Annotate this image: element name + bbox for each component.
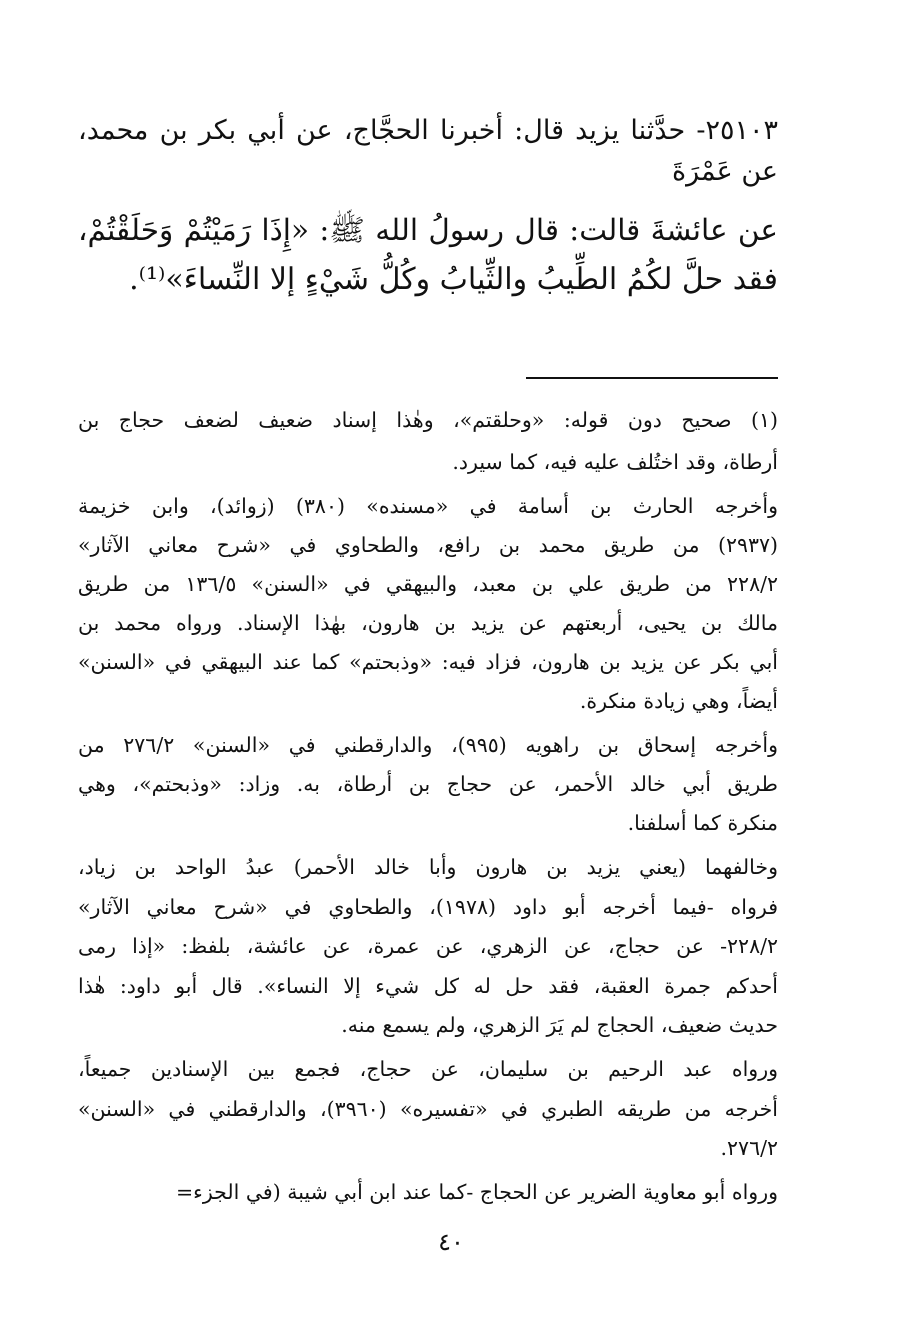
isnad-line-2: عن عَمْرَةَ bbox=[671, 156, 778, 187]
footnote-line: أخرجه من طريقه الطبري في «تفسيره» (٣٩٦٠)، والدارقطني في «السنن» bbox=[78, 1097, 779, 1121]
footnote-line: حديث ضعيف، الحجاج لم يَرَ الزهري، ولم يسمع منه. bbox=[341, 1013, 778, 1037]
footnote-line: وأخرجه إسحاق بن راهويه (٩٩٥)، والدارقطني في «السنن» ٢٧٦/٢ من bbox=[78, 733, 778, 757]
footnote-line: طريق أبي خالد الأحمر، عن حجاج بن أرطاة، به. وزاد: «وذبحتم»، وهي bbox=[78, 772, 778, 796]
footnote-line: أرطاة، وقد اختُلف عليه فيه، كما سيرد. bbox=[452, 450, 778, 474]
hadith-matn bbox=[78, 210, 778, 300]
matn-line-2: فقد حلَّ لكُمُ الطِّيبُ والثِّيابُ وكُلُّ شَيْءٍ إلا النِّساءَ»⁽¹⁾. bbox=[129, 262, 778, 297]
footnote-line: أحدكم جمرة العقبة، فقد حل له كل شيء إلا النساء». قال أبو داود: هٰذا bbox=[78, 974, 778, 998]
footnote-line: أبي بكر عن يزيد بن هارون، فزاد فيه: «وذبحتم» كما عند البيهقي في «السنن» bbox=[78, 650, 778, 674]
hadith-isnad bbox=[78, 113, 778, 193]
footnote-line: ورواه أبو معاوية الضرير عن الحجاج -كما عند ابن أبي شيبة (في الجزء= bbox=[176, 1180, 778, 1204]
matn-line-1: عن عائشةَ قالت: قال رسولُ الله ﷺ: «إِذَا رَمَيْتُمْ وَحَلَقْتُمْ، bbox=[78, 213, 778, 247]
footnote-line: (٢٩٣٧) من طريق محمد بن رافع، والطحاوي في «شرح معاني الآثار» bbox=[78, 533, 778, 557]
footnote-line: منكرة كما أسلفنا. bbox=[627, 811, 778, 835]
footnote-line: فرواه -فيما أخرجه أبو داود (١٩٧٨)، والطحاوي في «شرح معاني الآثار» bbox=[78, 895, 778, 919]
footnote-separator bbox=[526, 377, 778, 379]
footnote-line: ٢٧٦/٢. bbox=[720, 1136, 778, 1160]
footnotes bbox=[78, 405, 778, 1225]
footnote-line: مالك بن يحيى، أربعتهم عن يزيد بن هارون، بهٰذا الإسناد. ورواه محمد بن bbox=[78, 611, 778, 635]
footnote-line: أيضاً، وهي زيادة منكرة. bbox=[579, 689, 778, 713]
isnad-line-1: ٢٥١٠٣- حدَّثنا يزيد قال: أخبرنا الحجَّاج، عن أبي بكر بن محمد، bbox=[78, 115, 778, 146]
footnote-line: ورواه عبد الرحيم بن سليمان، عن حجاج، فجمع بين الإسنادين جميعاً، bbox=[78, 1057, 778, 1081]
page-number: ٤٠ bbox=[438, 1228, 464, 1256]
footnote-line: ٢٢٨/٢- عن حجاج، عن الزهري، عن عمرة، عن عائشة، بلفظ: «إذا رمى bbox=[78, 934, 778, 958]
footnote-line: ٢٢٨/٢ من طريق علي بن معبد، والبيهقي في «السنن» ١٣٦/٥ من طريق bbox=[78, 572, 778, 596]
footnote-line: وأخرجه الحارث بن أسامة في «مسنده» (٣٨٠) (زوائد)، وابن خزيمة bbox=[78, 494, 778, 518]
footnote-line: وخالفهما (يعني يزيد بن هارون وأبا خالد الأحمر) عبدُ الواحد بن زياد، bbox=[78, 855, 778, 879]
footnote-line: (١) صحيح دون قوله: «وحلقتم»، وهٰذا إسناد ضعيف لضعف حجاج بن bbox=[78, 408, 778, 432]
